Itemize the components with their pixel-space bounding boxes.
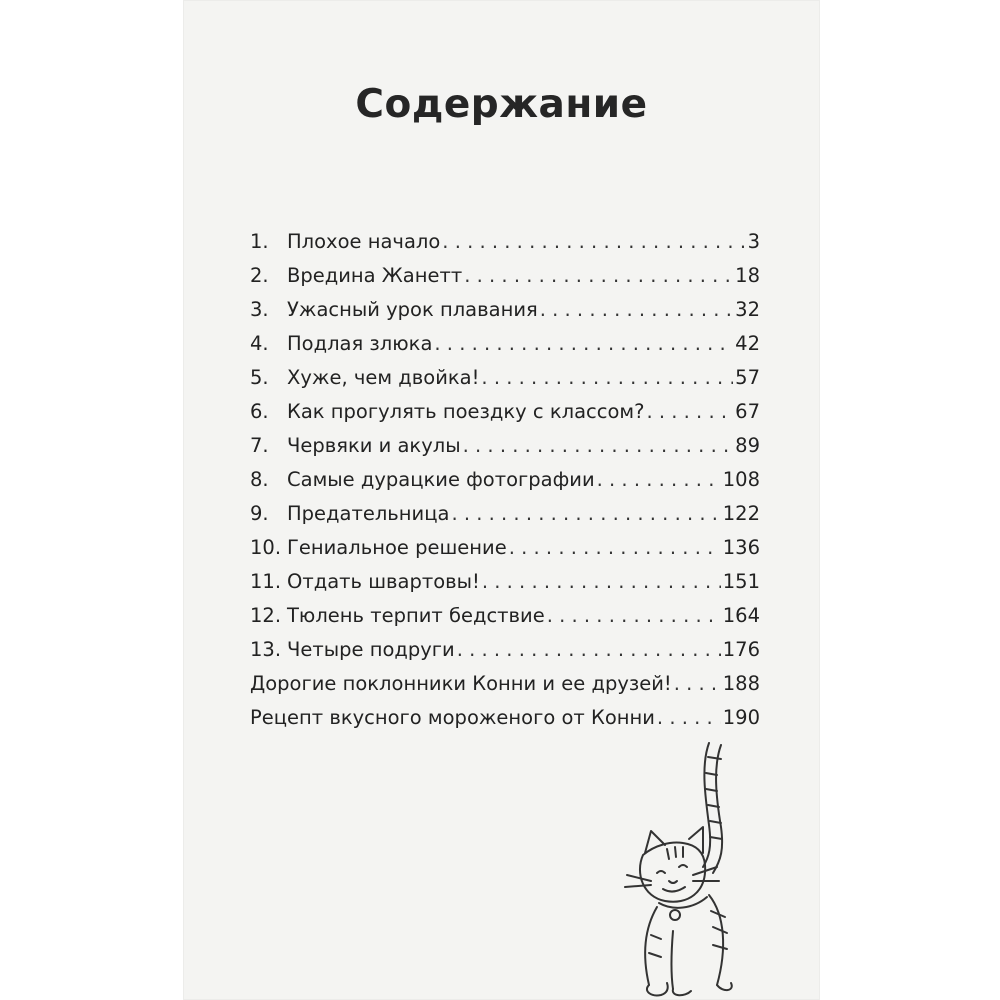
toc-page: 176 — [722, 638, 760, 661]
toc-number: 10. — [250, 536, 282, 559]
toc-page: 164 — [722, 604, 760, 627]
cat-illustration-icon — [613, 735, 753, 1000]
toc-page: 190 — [722, 706, 760, 729]
toc-number: 1. — [250, 230, 269, 253]
toc-page: 108 — [722, 468, 760, 491]
toc-entry — [250, 604, 760, 638]
toc-entry — [250, 570, 760, 604]
toc-number: 7. — [250, 434, 269, 457]
toc-leader — [657, 706, 721, 729]
toc-page: 42 — [735, 332, 760, 355]
toc-number: 4. — [250, 332, 269, 355]
toc-title: Дорогие поклонники Конни и ее друзей! — [250, 672, 672, 695]
toc-leader — [442, 230, 745, 253]
toc-title: Самые дурацкие фотографии — [287, 468, 595, 491]
toc-page: 18 — [735, 264, 760, 287]
toc-number: 2. — [250, 264, 269, 287]
toc-page: 57 — [735, 366, 760, 389]
toc-page: 89 — [735, 434, 760, 457]
toc-title: Тюлень терпит бедствие — [287, 604, 545, 627]
toc-page: 136 — [722, 536, 760, 559]
toc-number: 8. — [250, 468, 269, 491]
toc-page: 32 — [735, 298, 760, 321]
toc-leader — [463, 434, 734, 457]
toc-entry — [250, 366, 760, 400]
toc-leader — [457, 638, 721, 661]
toc-page: 3 — [747, 230, 760, 253]
toc-leader — [509, 536, 721, 559]
toc-entry — [250, 298, 760, 332]
toc-leader — [464, 264, 733, 287]
toc-page: 188 — [722, 672, 760, 695]
toc-leader — [547, 604, 721, 627]
toc-leader — [540, 298, 733, 321]
toc-title: Подлая злюка — [287, 332, 433, 355]
toc-title: Хуже, чем двойка! — [287, 366, 480, 389]
toc-title: Отдать швартовы! — [287, 570, 480, 593]
toc-entry — [250, 536, 760, 570]
toc-entry — [250, 400, 760, 434]
toc-number: 6. — [250, 400, 269, 423]
toc-leader — [481, 366, 733, 389]
book-page — [183, 0, 820, 1000]
toc-title: Как прогулять поездку с классом? — [287, 400, 645, 423]
toc-entry — [250, 468, 760, 502]
toc-page: 151 — [722, 570, 760, 593]
toc-title: Четыре подруги — [287, 638, 455, 661]
toc-page: 122 — [722, 502, 760, 525]
toc-leader — [674, 672, 721, 695]
toc-title: Рецепт вкусного мороженого от Конни — [250, 706, 655, 729]
toc-title: Червяки и акулы — [287, 434, 461, 457]
toc-entry — [250, 230, 760, 264]
toc-leader — [482, 570, 721, 593]
toc-title: Плохое начало — [287, 230, 441, 253]
toc-number: 11. — [250, 570, 282, 593]
toc-title: Ужасный урок плавания — [287, 298, 538, 321]
table-of-contents — [250, 230, 760, 740]
toc-page: 67 — [735, 400, 760, 423]
toc-entry — [250, 434, 760, 468]
toc-leader — [434, 332, 733, 355]
toc-title: Гениальное решение — [287, 536, 507, 559]
toc-entry — [250, 672, 760, 706]
toc-number: 12. — [250, 604, 282, 627]
toc-number: 5. — [250, 366, 269, 389]
toc-entry — [250, 638, 760, 672]
toc-title: Вредина Жанетт — [287, 264, 463, 287]
toc-entry — [250, 264, 760, 298]
toc-entry — [250, 332, 760, 366]
toc-number: 13. — [250, 638, 282, 661]
toc-number: 9. — [250, 502, 269, 525]
toc-leader — [597, 468, 721, 491]
toc-entry — [250, 502, 760, 536]
toc-number: 3. — [250, 298, 269, 321]
toc-leader — [451, 502, 720, 525]
toc-title: Предательница — [287, 502, 450, 525]
page-title: Содержание — [355, 82, 648, 127]
toc-leader — [646, 400, 733, 423]
